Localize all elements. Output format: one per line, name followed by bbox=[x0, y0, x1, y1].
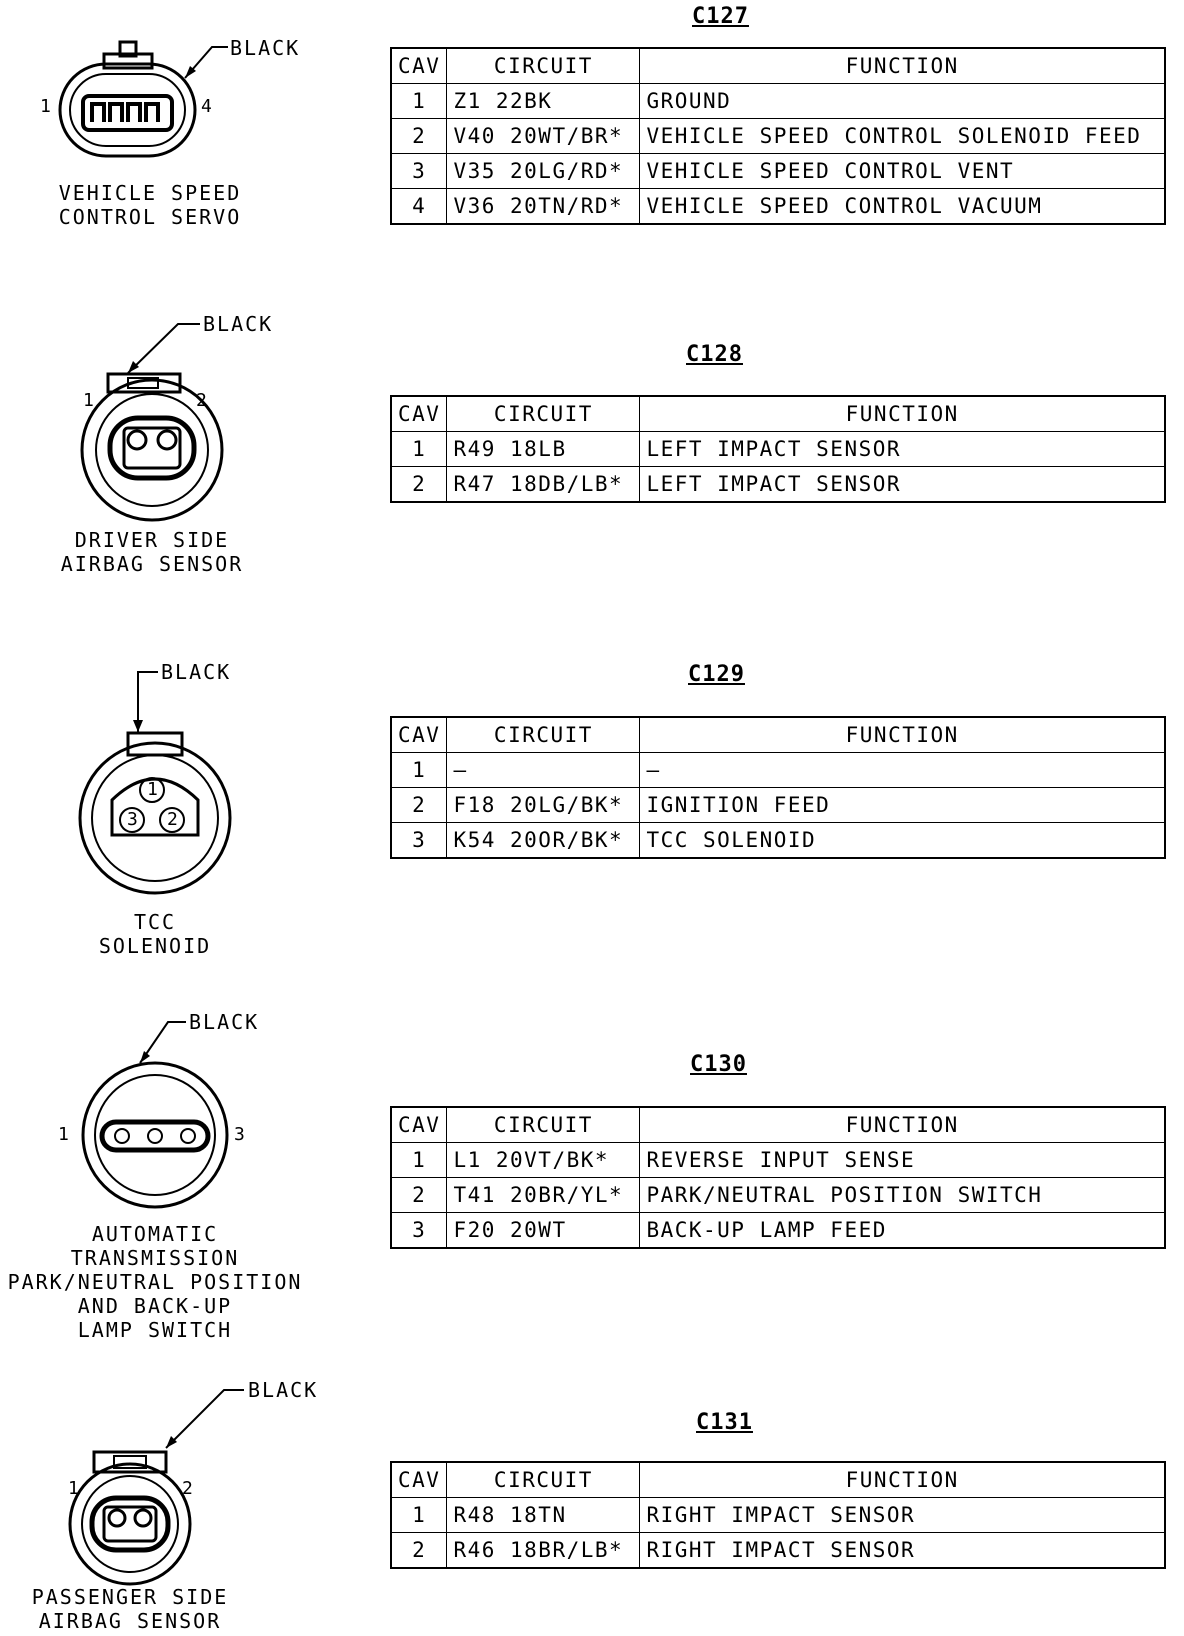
connector-title-c127: C127 bbox=[692, 4, 749, 29]
pin-label: 2 bbox=[182, 1478, 193, 1499]
component-label bbox=[25, 910, 285, 958]
component-label bbox=[0, 1222, 310, 1342]
table-header-row bbox=[391, 48, 1165, 84]
circuit-cell: R46 18BR/LB* bbox=[447, 1533, 640, 1569]
function-cell: VEHICLE SPEED CONTROL VENT bbox=[640, 154, 1165, 189]
cav-cell: 2 bbox=[391, 119, 447, 154]
header-circuit: CIRCUIT bbox=[447, 396, 640, 432]
component-name-line: PASSENGER SIDE bbox=[31, 1585, 229, 1609]
table-header-row bbox=[391, 396, 1165, 432]
table-row bbox=[391, 1498, 1165, 1533]
table-header-row bbox=[391, 717, 1165, 753]
pin-label: 2 bbox=[196, 390, 207, 411]
function-cell: RIGHT IMPACT SENSOR bbox=[640, 1533, 1165, 1569]
cav-cell: 1 bbox=[391, 753, 447, 788]
wire-color-label: BLACK bbox=[248, 1378, 319, 1402]
component-name-line: AND BACK-UP bbox=[77, 1294, 233, 1318]
header-circuit: CIRCUIT bbox=[447, 48, 640, 84]
cav-cell: 2 bbox=[391, 1533, 447, 1569]
pin-label: 3 bbox=[127, 809, 138, 830]
component-name-line: AIRBAG SENSOR bbox=[60, 552, 244, 576]
header-cav: CAV bbox=[391, 1107, 447, 1143]
table-header-row bbox=[391, 1462, 1165, 1498]
header-cav: CAV bbox=[391, 396, 447, 432]
connector-title-c131: C131 bbox=[696, 1410, 753, 1435]
component-name-line: AUTOMATIC bbox=[91, 1222, 219, 1246]
component-name-line: SOLENOID bbox=[98, 934, 212, 958]
pinout-table-c130 bbox=[390, 1106, 1166, 1249]
cav-cell: 1 bbox=[391, 84, 447, 119]
function-cell: REVERSE INPUT SENSE bbox=[640, 1143, 1165, 1178]
function-cell: LEFT IMPACT SENSOR bbox=[640, 467, 1165, 503]
leader-line bbox=[128, 324, 200, 373]
circuit-cell: L1 20VT/BK* bbox=[447, 1143, 640, 1178]
circuit-cell: Z1 22BK bbox=[447, 84, 640, 119]
circuit-cell: T41 20BR/YL* bbox=[447, 1178, 640, 1213]
header-cav: CAV bbox=[391, 48, 447, 84]
component-name-line: CONTROL SERVO bbox=[58, 205, 242, 229]
pin-label: 1 bbox=[83, 390, 94, 411]
table-row bbox=[391, 1533, 1165, 1569]
header-function: FUNCTION bbox=[640, 48, 1165, 84]
table-row bbox=[391, 753, 1165, 788]
pin-label: 3 bbox=[234, 1124, 245, 1145]
header-circuit: CIRCUIT bbox=[447, 1462, 640, 1498]
function-cell: TCC SOLENOID bbox=[640, 823, 1165, 859]
component-name-line: AIRBAG SENSOR bbox=[38, 1609, 222, 1633]
table-row bbox=[391, 84, 1165, 119]
cav-cell: 3 bbox=[391, 154, 447, 189]
header-function: FUNCTION bbox=[640, 396, 1165, 432]
wire-color-label: BLACK bbox=[230, 36, 301, 60]
cav-cell: 4 bbox=[391, 189, 447, 225]
pin-label: 1 bbox=[147, 779, 158, 800]
table-row bbox=[391, 788, 1165, 823]
component-name-line: DRIVER SIDE bbox=[74, 528, 230, 552]
function-cell: PARK/NEUTRAL POSITION SWITCH bbox=[640, 1178, 1165, 1213]
cav-cell: 2 bbox=[391, 467, 447, 503]
cav-cell: 3 bbox=[391, 823, 447, 859]
header-circuit: CIRCUIT bbox=[447, 717, 640, 753]
wire-color-label: BLACK bbox=[203, 312, 274, 336]
connector-drawing-c129 bbox=[0, 640, 320, 880]
cav-cell: 1 bbox=[391, 1143, 447, 1178]
connector-drawing-c131 bbox=[0, 1370, 320, 1610]
wire-color-label: BLACK bbox=[189, 1010, 260, 1034]
header-function: FUNCTION bbox=[640, 1462, 1165, 1498]
connector-drawing-c130 bbox=[0, 1000, 320, 1240]
pinout-table-c131 bbox=[390, 1461, 1166, 1569]
table-row bbox=[391, 432, 1165, 467]
circuit-cell: — bbox=[447, 753, 640, 788]
header-cav: CAV bbox=[391, 717, 447, 753]
header-function: FUNCTION bbox=[640, 1107, 1165, 1143]
function-cell: VEHICLE SPEED CONTROL SOLENOID FEED bbox=[640, 119, 1165, 154]
component-name-line: TRANSMISSION bbox=[70, 1246, 240, 1270]
function-cell: LEFT IMPACT SENSOR bbox=[640, 432, 1165, 467]
component-name-line: VEHICLE SPEED bbox=[58, 181, 242, 205]
component-name-line: TCC bbox=[133, 910, 177, 934]
function-cell: IGNITION FEED bbox=[640, 788, 1165, 823]
pin-label: 1 bbox=[40, 96, 51, 117]
pinout-table-c128 bbox=[390, 395, 1166, 503]
cav-cell: 1 bbox=[391, 1498, 447, 1533]
component-name-line: LAMP SWITCH bbox=[77, 1318, 233, 1342]
cav-cell: 1 bbox=[391, 432, 447, 467]
circuit-cell: R49 18LB bbox=[447, 432, 640, 467]
table-header-row bbox=[391, 1107, 1165, 1143]
pin-label: 2 bbox=[167, 809, 178, 830]
circuit-cell: V40 20WT/BR* bbox=[447, 119, 640, 154]
pin-label: 4 bbox=[201, 96, 212, 117]
circuit-cell: V36 20TN/RD* bbox=[447, 189, 640, 225]
circuit-cell: K54 20OR/BK* bbox=[447, 823, 640, 859]
pinout-table-c127 bbox=[390, 47, 1166, 225]
component-label bbox=[0, 1585, 260, 1633]
table-row bbox=[391, 1213, 1165, 1249]
circuit-cell: F18 20LG/BK* bbox=[447, 788, 640, 823]
function-cell: — bbox=[640, 753, 1165, 788]
circuit-cell: R47 18DB/LB* bbox=[447, 467, 640, 503]
cav-cell: 2 bbox=[391, 1178, 447, 1213]
connector-title-c129: C129 bbox=[688, 662, 745, 687]
table-row bbox=[391, 119, 1165, 154]
cav-cell: 3 bbox=[391, 1213, 447, 1249]
table-row bbox=[391, 154, 1165, 189]
connector-title-c128: C128 bbox=[686, 342, 743, 367]
circuit-cell: F20 20WT bbox=[447, 1213, 640, 1249]
header-function: FUNCTION bbox=[640, 717, 1165, 753]
header-cav: CAV bbox=[391, 1462, 447, 1498]
pin-label: 1 bbox=[58, 1124, 69, 1145]
circuit-cell: R48 18TN bbox=[447, 1498, 640, 1533]
connector-body bbox=[80, 743, 230, 893]
header-circuit: CIRCUIT bbox=[447, 1107, 640, 1143]
function-cell: BACK-UP LAMP FEED bbox=[640, 1213, 1165, 1249]
component-name-line: PARK/NEUTRAL POSITION bbox=[7, 1270, 303, 1294]
circuit-cell: V35 20LG/RD* bbox=[447, 154, 640, 189]
function-cell: VEHICLE SPEED CONTROL VACUUM bbox=[640, 189, 1165, 225]
function-cell: RIGHT IMPACT SENSOR bbox=[640, 1498, 1165, 1533]
table-row bbox=[391, 823, 1165, 859]
table-row bbox=[391, 467, 1165, 503]
leader-line bbox=[166, 1390, 244, 1448]
function-cell: GROUND bbox=[640, 84, 1165, 119]
component-label bbox=[20, 181, 280, 229]
leader-arrow bbox=[140, 1051, 150, 1063]
wire-color-label: BLACK bbox=[161, 660, 232, 684]
pin-label: 1 bbox=[68, 1478, 79, 1499]
leader-arrow bbox=[133, 720, 143, 732]
connector-body bbox=[70, 1464, 190, 1584]
connector-title-c130: C130 bbox=[690, 1052, 747, 1077]
cav-cell: 2 bbox=[391, 788, 447, 823]
table-row bbox=[391, 1178, 1165, 1213]
connector-body bbox=[83, 1063, 227, 1207]
table-row bbox=[391, 1143, 1165, 1178]
component-label bbox=[22, 528, 282, 576]
table-row bbox=[391, 189, 1165, 225]
pinout-table-c129 bbox=[390, 716, 1166, 859]
